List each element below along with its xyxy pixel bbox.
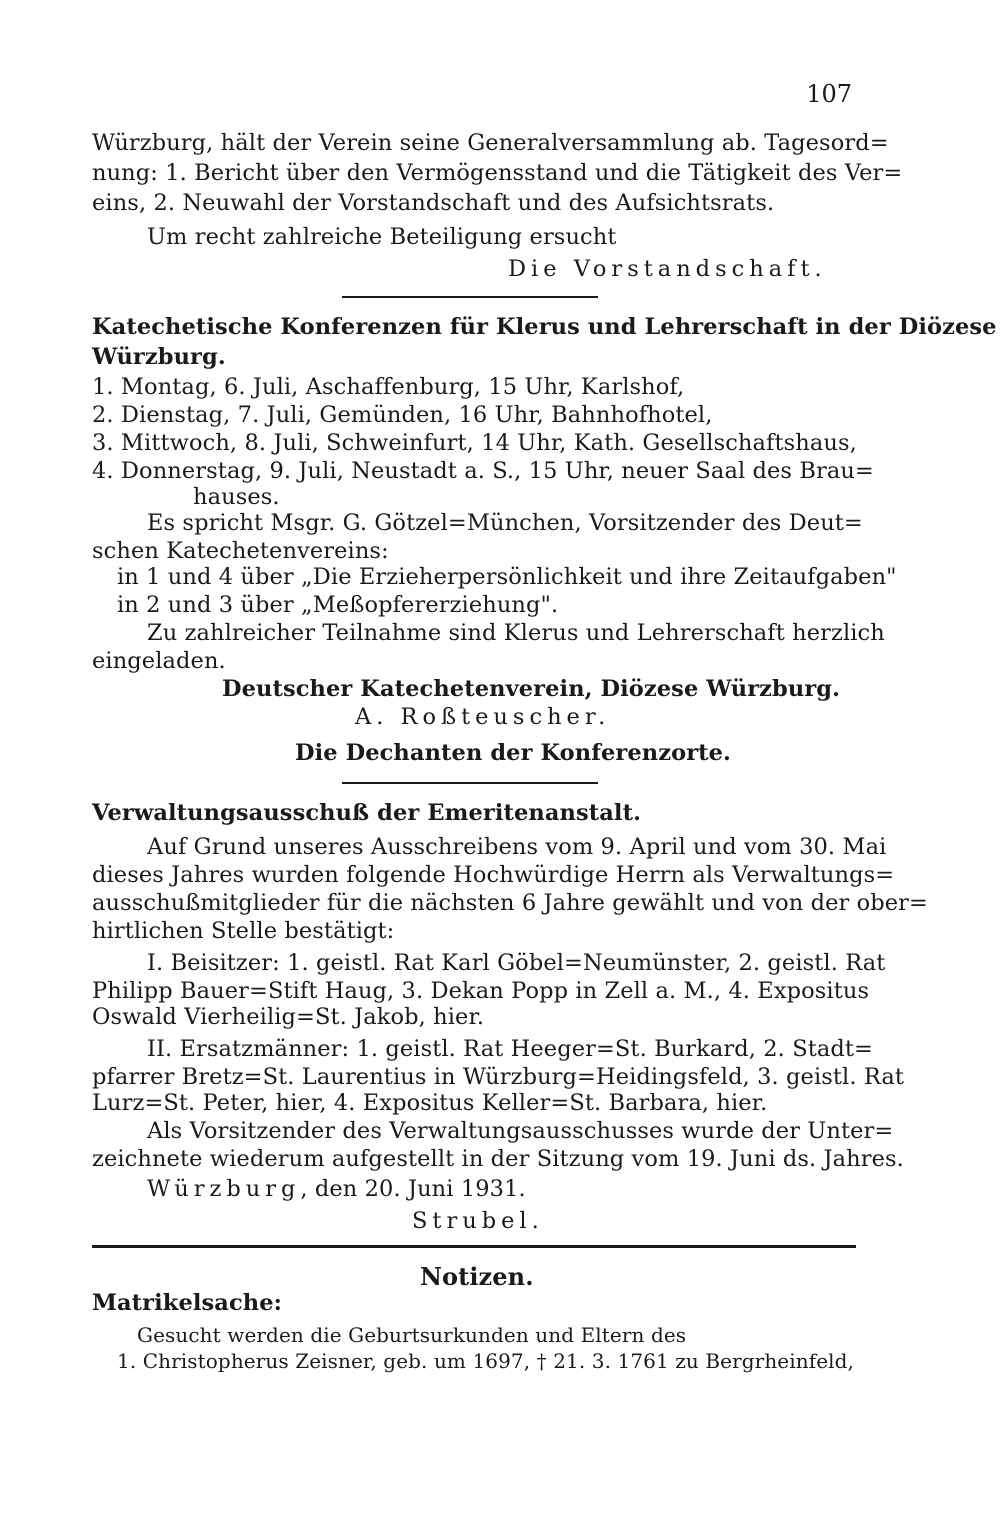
conferences-deans: Die Dechanten der Konferenzorte. <box>295 740 731 766</box>
conference-item: hauses. <box>193 484 280 510</box>
committee-line: hirtlichen Stelle bestätigt: <box>92 918 395 944</box>
page-number: 107 <box>806 80 852 108</box>
conferences-title: Würzburg. <box>92 344 226 370</box>
section-divider <box>342 782 598 784</box>
notes-subtitle: Matrikelsache: <box>92 1290 283 1316</box>
conferences-body-line: schen Katechetenvereins: <box>92 538 389 564</box>
notice-line: eins, 2. Neuwahl der Vorstandschaft und des Aufsichtsrats. <box>92 190 775 216</box>
notes-divider <box>92 1245 856 1248</box>
conferences-org: Deutscher Katechetenverein, Diözese Würzburg. <box>222 676 841 702</box>
committee-line: Auf Grund unseres Ausschreibens vom 9. April und vom 30. Mai <box>147 834 887 860</box>
committee-date-rest: , den 20. Juni 1931. <box>300 1176 526 1202</box>
committee-line: pfarrer Bretz=St. Laurentius in Würzburg=Heidingsfeld, 3. geistl. Rat <box>92 1064 905 1090</box>
committee-title: Verwaltungsausschuß der Emeritenanstalt. <box>92 800 642 826</box>
conferences-body-line: eingeladen. <box>92 648 226 674</box>
committee-line: dieses Jahres wurden folgende Hochwürdige Herrn als Verwaltungs= <box>92 862 895 888</box>
notice-line: Würzburg, hält der Verein seine Generalversammlung ab. Tagesord= <box>92 130 889 156</box>
notes-line: Gesucht werden die Geburtsurkunden und Eltern des <box>137 1323 687 1347</box>
committee-line: Lurz=St. Peter, hier, 4. Expositus Keller=St. Barbara, hier. <box>92 1090 768 1116</box>
conferences-body-line: Zu zahlreicher Teilnahme sind Klerus und Lehrerschaft herzlich <box>147 620 885 646</box>
committee-line: ausschußmitglieder für die nächsten 6 Jahre gewählt und von der ober= <box>92 890 928 916</box>
notice-line: nung: 1. Bericht über den Vermögensstand und die Tätigkeit des Ver= <box>92 160 903 186</box>
conference-item: 3. Mittwoch, 8. Juli, Schweinfurt, 14 Uhr, Kath. Gesellschaftshaus, <box>92 430 857 456</box>
conference-item: 4. Donnerstag, 9. Juli, Neustadt a. S., 15 Uhr, neuer Saal des Brau= <box>92 458 874 484</box>
notes-title: Notizen. <box>420 1262 534 1291</box>
committee-line: II. Ersatzmänner: 1. geistl. Rat Heeger=St. Burkard, 2. Stadt= <box>147 1036 873 1062</box>
conference-item: 2. Dienstag, 7. Juli, Gemünden, 16 Uhr, Bahnhofhotel, <box>92 402 713 428</box>
notice-signature: Die Vorstandschaft. <box>508 256 827 282</box>
conferences-title: Katechetische Konferenzen für Klerus und Lehrerschaft in der Diözese <box>92 314 997 340</box>
committee-line: Oswald Vierheilig=St. Jakob, hier. <box>92 1004 485 1030</box>
conferences-body-line: in 2 und 3 über „Meßopfererziehung". <box>117 592 559 618</box>
committee-line: zeichnete wiederum aufgestellt in der Sitzung vom 19. Juni ds. Jahres. <box>92 1146 904 1172</box>
committee-line: Philipp Bauer=Stift Haug, 3. Dekan Popp in Zell a. M., 4. Expositus <box>92 978 870 1004</box>
conference-item: 1. Montag, 6. Juli, Aschaffenburg, 15 Uhr, Karlshof, <box>92 374 685 400</box>
committee-signer: Strubel. <box>412 1208 544 1234</box>
conferences-signer: A. Roßteuscher. <box>355 704 611 730</box>
committee-date-place: Würzburg <box>147 1176 301 1202</box>
conferences-body-line: in 1 und 4 über „Die Erzieherpersönlichkeit und ihre Zeitaufgaben" <box>117 564 897 590</box>
notice-line: Um recht zahlreiche Beteiligung ersucht <box>147 224 617 250</box>
section-divider <box>342 296 598 298</box>
committee-line: I. Beisitzer: 1. geistl. Rat Karl Göbel=Neumünster, 2. geistl. Rat <box>147 950 886 976</box>
notes-line: 1. Christopherus Zeisner, geb. um 1697, † 21. 3. 1761 zu Bergrheinfeld, <box>117 1349 855 1373</box>
committee-date <box>147 1174 526 1204</box>
committee-line: Als Vorsitzender des Verwaltungsausschusses wurde der Unter= <box>147 1118 894 1144</box>
conferences-body-line: Es spricht Msgr. G. Götzel=München, Vorsitzender des Deut= <box>147 510 863 536</box>
